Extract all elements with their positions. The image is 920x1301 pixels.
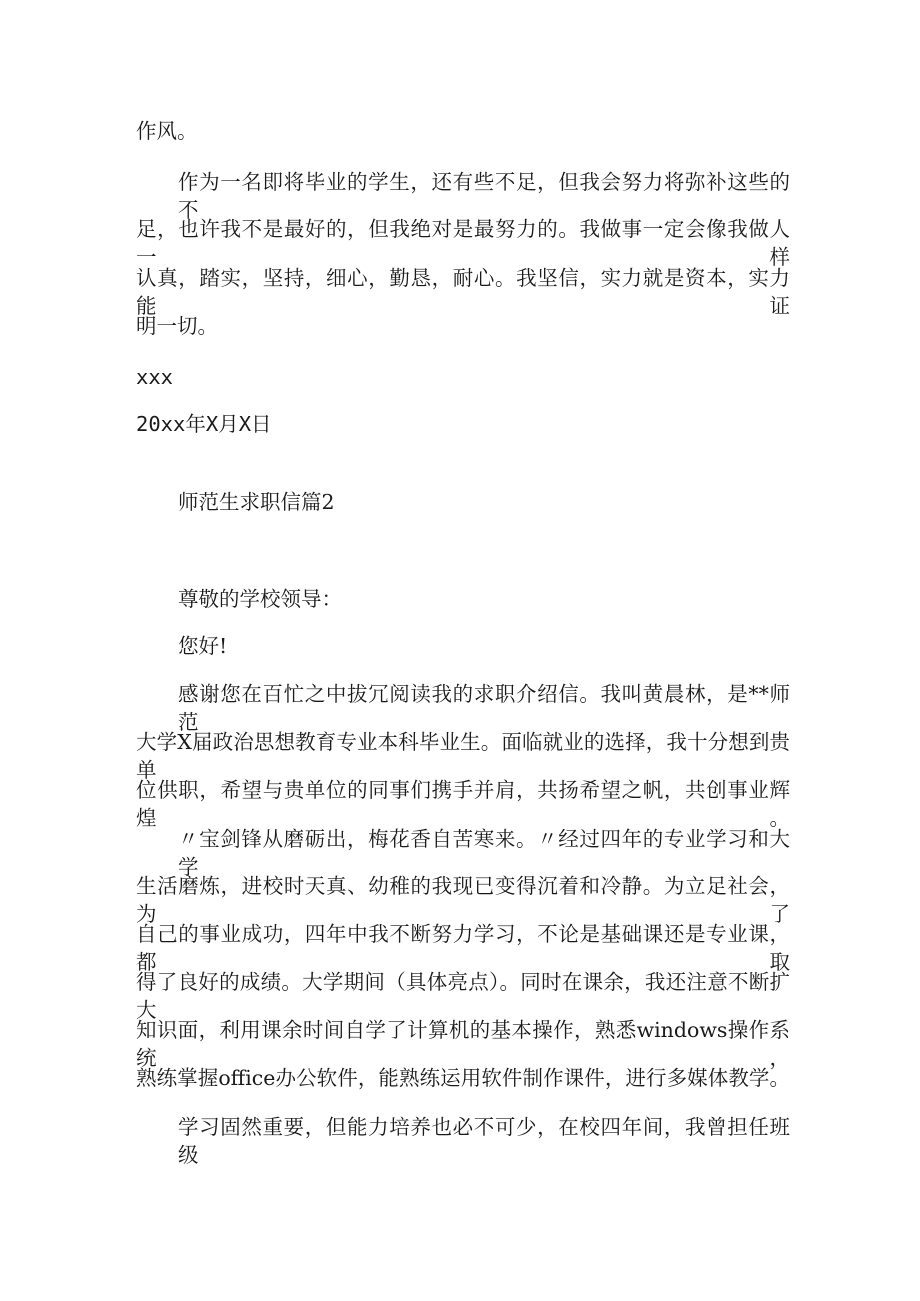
paragraph-line: 认真，踏实，坚持，细心，勤恳，耐心。我坚信，实力就是资本，实力能证 <box>136 266 790 318</box>
paragraph-line: 明一切。 <box>136 314 218 338</box>
paragraph-line: 得了良好的成绩。大学期间（具体亮点）。同时在课余，我还注意不断扩大 <box>136 970 790 1022</box>
signature-name: xxx <box>136 365 174 389</box>
paragraph-line: 〃宝剑锋从磨砺出，梅花香自苦寒来。〃经过四年的专业学习和大学 <box>178 827 790 879</box>
section-title: 师范生求职信篇2 <box>178 490 335 514</box>
paragraph-line: 作为一名即将毕业的学生，还有些不足，但我会努力将弥补这些的不 <box>178 170 790 222</box>
paragraph-line: 学习固然重要，但能力培养也必不可少，在校四年间，我曾担任班级 <box>178 1115 790 1167</box>
paragraph-line: 大学X届政治思想教育专业本科毕业生。面临就业的选择，我十分想到贵单 <box>136 730 790 782</box>
signature-date: 20xx年X月X日 <box>136 412 272 436</box>
paragraph-line: 自己的事业成功，四年中我不断努力学习，不论是基础课还是专业课，都取 <box>136 922 790 974</box>
paragraph-line: 感谢您在百忙之中拔冗阅读我的求职介绍信。我叫黄晨林，是**师范 <box>178 682 790 734</box>
paragraph-line: 生活磨炼，进校时天真、幼稚的我现已变得沉着和冷静。为立足社会，为了 <box>136 874 790 926</box>
greeting: 您好! <box>178 634 228 658</box>
paragraph-line: 作风。 <box>136 119 198 143</box>
paragraph-line: 足，也许我不是最好的，但我绝对是最努力的。我做事一定会像我做人一样 <box>136 217 790 269</box>
salutation: 尊敬的学校领导： <box>178 587 342 611</box>
paragraph-line: 位供职，希望与贵单位的同事们携手并肩，共扬希望之帆，共创事业辉煌。 <box>136 778 790 830</box>
paragraph-line: 熟练掌握office办公软件，能熟练运用软件制作课件，进行多媒体教学。 <box>136 1066 790 1090</box>
paragraph-line: 知识面，利用课余时间自学了计算机的基本操作，熟悉windows操作系统， <box>136 1018 790 1070</box>
